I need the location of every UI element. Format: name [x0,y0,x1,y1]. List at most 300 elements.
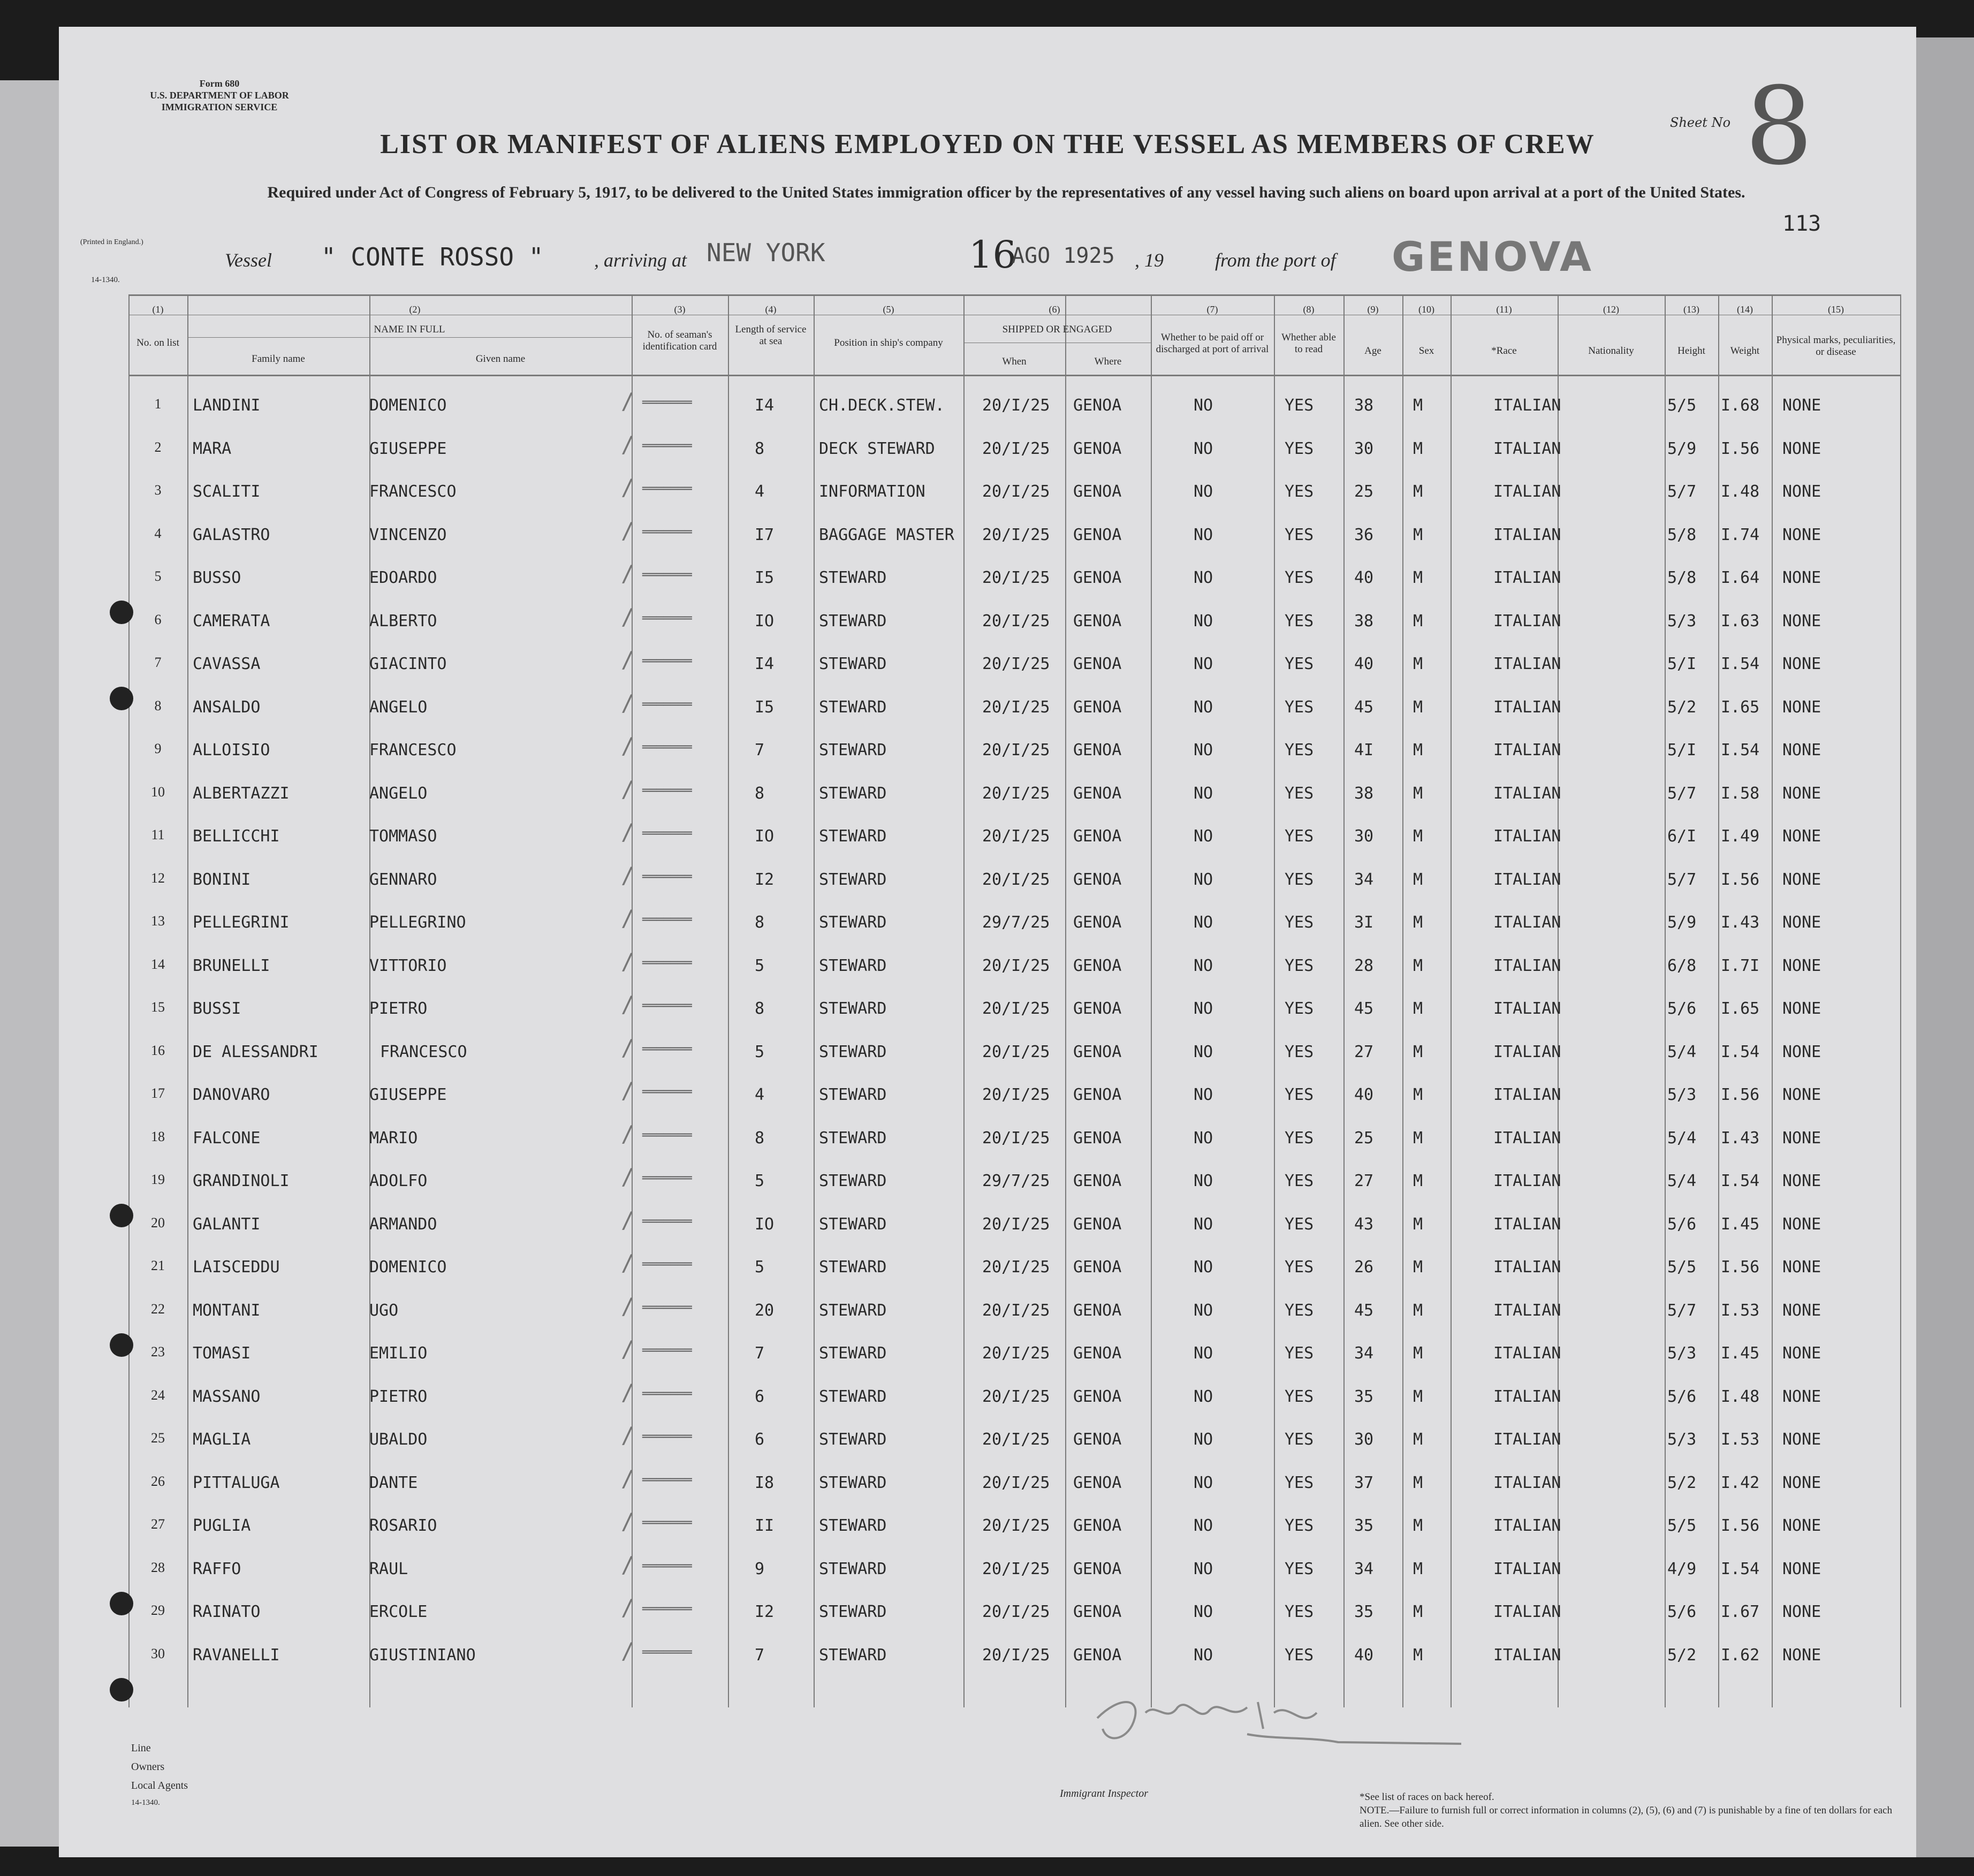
cell-paid: NO [1194,1516,1213,1535]
from-port-label: from the port of [1215,249,1336,271]
cell-position: STEWARD [819,1128,887,1148]
cell-position: STEWARD [819,1430,887,1449]
cell-given: DANTE [369,1473,418,1492]
cell-height: 5/I [1667,655,1697,673]
vessel-line [59,233,1916,281]
cell-when: 20/I/25 [982,1473,1050,1492]
cell-age: 3I [1354,913,1374,932]
cell-sex: M [1413,697,1423,717]
cell-read: YES [1285,1430,1314,1449]
cell-weight: I.49 [1721,827,1760,846]
cell-position: STEWARD [819,1344,887,1363]
id-card-dashes-icon: ═══════ [642,396,692,409]
cell-when: 20/I/25 [982,1042,1050,1061]
sheet-number: 8 [1745,64,1813,189]
cell-height: 5/5 [1667,1516,1697,1535]
table-row [59,733,1916,778]
vessel-label: Vessel [225,249,272,271]
cell-no: 21 [151,1258,165,1273]
table-row [59,1206,1916,1252]
cell-height: 5/7 [1667,482,1697,501]
table-row [59,1508,1916,1554]
cell-height: 5/7 [1667,870,1697,889]
cell-where: GENOA [1073,784,1122,803]
cell-age: 40 [1354,655,1374,673]
cell-read: YES [1285,827,1314,846]
cell-no: 15 [151,999,165,1015]
check-mark-icon: ∕ [621,862,635,888]
column-number: (13) [1683,304,1699,315]
cell-length: 7 [755,741,765,759]
cell-when: 20/I/25 [982,870,1050,889]
cell-when: 20/I/25 [982,1602,1050,1621]
cell-given: MARIO [369,1128,418,1148]
cell-position: STEWARD [819,1516,887,1535]
cell-given: ROSARIO [369,1516,437,1535]
column-header: Length of service at sea [735,324,807,347]
cell-paid: NO [1194,655,1213,673]
cell-family: PITTALUGA [193,1473,280,1492]
cell-where: GENOA [1073,1258,1122,1277]
cell-marks: NONE [1782,482,1821,501]
cell-no: 30 [151,1645,165,1661]
id-card-dashes-icon: ═══════ [642,1344,692,1357]
id-card-dashes-icon: ═══════ [642,1516,692,1530]
cell-marks: NONE [1782,1559,1821,1578]
cell-age: 45 [1354,697,1374,717]
cell-where: GENOA [1073,439,1122,458]
cell-read: YES [1285,525,1314,544]
column-number: (5) [883,304,894,315]
signature-scribble-icon [1087,1681,1472,1750]
table-row [59,603,1916,649]
cell-position: STEWARD [819,784,887,803]
cell-race: ITALIAN [1493,784,1561,803]
cell-length: I5 [755,568,775,587]
cell-sex: M [1413,1559,1423,1578]
cell-paid: NO [1194,956,1213,975]
cell-age: 27 [1354,1042,1374,1061]
penalty-note: NOTE.—Failure to furnish full or correct information in columns (2), (5), (6) and (7) is punishable by a fine of ten dollars for each alien. See other side. [1360,1805,1893,1829]
cell-when: 20/I/25 [982,1430,1050,1449]
cell-where: GENOA [1073,1344,1122,1363]
cell-sex: M [1413,827,1423,846]
id-card-dashes-icon: ═══════ [642,827,692,840]
cell-when: 20/I/25 [982,1085,1050,1104]
cell-sex: M [1413,913,1423,932]
check-mark-icon: ∕ [621,1551,635,1578]
column-number: (3) [674,304,686,315]
cell-paid: NO [1194,1258,1213,1277]
sheet-number-label: Sheet No [1670,115,1731,130]
cell-race: ITALIAN [1493,1085,1561,1104]
check-mark-icon: ∕ [621,474,635,500]
cell-weight: I.48 [1721,482,1760,501]
check-mark-icon: ∕ [621,1250,635,1276]
cell-paid: NO [1194,1645,1213,1665]
table-row [59,1077,1916,1123]
cell-where: GENOA [1073,1387,1122,1406]
cell-paid: NO [1194,1602,1213,1621]
cell-position: STEWARD [819,1085,887,1104]
cell-length: IO [755,827,775,846]
cell-weight: I.63 [1721,611,1760,631]
cell-race: ITALIAN [1493,1128,1561,1148]
cell-where: GENOA [1073,1473,1122,1492]
cell-weight: I.54 [1721,741,1760,759]
cell-read: YES [1285,1128,1314,1148]
cell-weight: I.42 [1721,1473,1760,1492]
cell-when: 20/I/25 [982,439,1050,458]
cell-sex: M [1413,396,1423,415]
cell-height: 5/3 [1667,611,1697,631]
id-card-dashes-icon: ═══════ [642,956,692,970]
service-name: IMMIGRATION SERVICE [161,102,278,112]
cell-marks: NONE [1782,525,1821,544]
cell-height: 5/6 [1667,1214,1697,1234]
footer-line-label: Line [131,1742,151,1754]
cell-family: CAMERATA [193,611,270,631]
cell-height: 5/6 [1667,1602,1697,1621]
id-card-dashes-icon: ═══════ [642,1387,692,1401]
cell-weight: I.54 [1721,1559,1760,1578]
check-mark-icon: ∕ [621,1422,635,1448]
cell-sex: M [1413,870,1423,889]
cell-read: YES [1285,1559,1314,1578]
table-row [59,1034,1916,1080]
cell-length: 5 [755,956,765,975]
cell-age: 43 [1354,1214,1374,1234]
cell-family: BONINI [193,870,251,889]
cell-when: 20/I/25 [982,568,1050,587]
cell-family: RAVANELLI [193,1645,280,1665]
cell-position: STEWARD [819,1602,887,1621]
id-card-dashes-icon: ═══════ [642,784,692,798]
cell-given: ANGELO [369,784,428,803]
column-header: When [1002,356,1027,367]
cell-read: YES [1285,1042,1314,1061]
cell-no: 3 [154,482,162,498]
column-header: Age [1364,345,1381,356]
cell-weight: I.56 [1721,870,1760,889]
cell-family: ALLOISIO [193,741,270,759]
cell-age: 40 [1354,1085,1374,1104]
cell-no: 7 [154,655,162,670]
cell-race: ITALIAN [1493,1172,1561,1190]
cell-read: YES [1285,697,1314,717]
check-mark-icon: ∕ [621,733,635,759]
check-mark-icon: ∕ [621,819,635,845]
cell-paid: NO [1194,1085,1213,1104]
cell-where: GENOA [1073,1214,1122,1234]
cell-height: 5/5 [1667,1258,1697,1277]
cell-marks: NONE [1782,956,1821,975]
column-header: Sex [1418,345,1434,356]
cell-family: ALBERTAZZI [193,784,290,803]
cell-read: YES [1285,956,1314,975]
cell-age: 35 [1354,1516,1374,1535]
column-number: (15) [1828,304,1844,315]
cell-height: 5/5 [1667,396,1697,415]
cell-read: YES [1285,439,1314,458]
cell-family: MAGLIA [193,1430,251,1449]
cell-when: 29/7/25 [982,913,1050,932]
cell-where: GENOA [1073,741,1122,759]
cell-given: TOMMASO [369,827,437,846]
cell-read: YES [1285,1602,1314,1621]
id-card-dashes-icon: ═══════ [642,525,692,539]
cell-race: ITALIAN [1493,1645,1561,1665]
cell-given: UBALDO [369,1430,428,1449]
cell-marks: NONE [1782,1387,1821,1406]
cell-height: 5/2 [1667,1473,1697,1492]
cell-where: GENOA [1073,913,1122,932]
cell-length: I8 [755,1473,775,1492]
check-mark-icon: ∕ [621,905,635,931]
cell-when: 20/I/25 [982,611,1050,631]
cell-position: STEWARD [819,1387,887,1406]
table-row [59,388,1916,434]
cell-sex: M [1413,1085,1423,1104]
cell-age: 28 [1354,956,1374,975]
cell-height: 5/4 [1667,1042,1697,1061]
cell-where: GENOA [1073,1645,1122,1665]
column-header: Physical marks, peculiarities, or disease [1776,335,1896,358]
cell-length: 5 [755,1042,765,1061]
id-card-dashes-icon: ═══════ [642,1602,692,1616]
cell-given: PELLEGRINO [369,913,466,932]
cell-paid: NO [1194,697,1213,717]
column-header: No. of seaman's identification card [642,329,717,352]
cell-given: DOMENICO [369,396,447,415]
cell-height: 5/3 [1667,1430,1697,1449]
cell-height: 5/9 [1667,913,1697,932]
cell-sex: M [1413,999,1423,1018]
check-mark-icon: ∕ [621,1077,635,1104]
check-mark-icon: ∕ [621,1465,635,1492]
cell-weight: I.54 [1721,1042,1760,1061]
cell-when: 20/I/25 [982,1516,1050,1535]
cell-paid: NO [1194,1473,1213,1492]
cell-race: ITALIAN [1493,870,1561,889]
cell-marks: NONE [1782,1344,1821,1363]
column-header: Whether to be paid off or discharged at port of arrival [1156,332,1269,355]
table-row [59,474,1916,520]
cell-height: 5/8 [1667,525,1697,544]
cell-length: 8 [755,784,765,803]
cell-age: 30 [1354,827,1374,846]
cell-paid: NO [1194,1301,1213,1320]
cell-length: 8 [755,1128,765,1148]
cell-no: 2 [154,439,162,455]
cell-no: 28 [151,1559,165,1575]
cell-marks: NONE [1782,1645,1821,1665]
cell-no: 14 [151,956,165,972]
year-label: , 19 [1135,249,1164,271]
column-number: (1) [152,304,164,315]
cell-sex: M [1413,784,1423,803]
id-card-dashes-icon: ═══════ [642,1258,692,1271]
cell-position: STEWARD [819,1042,887,1061]
cell-given: UGO [369,1301,399,1320]
column-number: (12) [1603,304,1619,315]
cell-height: 5/I [1667,741,1697,759]
cell-age: 34 [1354,870,1374,889]
cell-position: STEWARD [819,1559,887,1578]
column-header: Weight [1730,345,1760,356]
column-number: (9) [1367,304,1379,315]
cell-family: FALCONE [193,1128,261,1148]
cell-race: ITALIAN [1493,1559,1561,1578]
cell-age: 4I [1354,741,1374,759]
cell-age: 27 [1354,1172,1374,1190]
cell-weight: I.54 [1721,655,1760,673]
cell-given: FRANCESCO [369,741,457,759]
id-card-dashes-icon: ═══════ [642,913,692,926]
cell-where: GENOA [1073,1128,1122,1148]
arriving-port: NEW YORK [707,238,825,267]
cell-weight: I.53 [1721,1301,1760,1320]
cell-paid: NO [1194,741,1213,759]
cell-sex: M [1413,439,1423,458]
cell-where: GENOA [1073,1602,1122,1621]
cell-race: ITALIAN [1493,525,1561,544]
cell-family: BUSSO [193,568,241,587]
cell-position: CH.DECK.STEW. [819,396,945,415]
table-row [59,1465,1916,1511]
check-mark-icon: ∕ [621,1637,635,1664]
cell-length: I2 [755,1602,775,1621]
cell-family: BELLICCHI [193,827,280,846]
from-port: GENOVA [1392,233,1593,280]
cell-given: GIUSTINIANO [369,1645,476,1665]
cell-no: 9 [154,741,162,756]
cell-age: 40 [1354,568,1374,587]
check-mark-icon: ∕ [621,1120,635,1147]
cell-where: GENOA [1073,1301,1122,1320]
cell-length: 4 [755,482,765,501]
cell-read: YES [1285,870,1314,889]
cell-height: 5/2 [1667,1645,1697,1665]
table-row [59,1293,1916,1339]
cell-weight: I.7I [1721,956,1760,975]
cell-where: GENOA [1073,568,1122,587]
cell-family: RAINATO [193,1602,261,1621]
check-mark-icon: ∕ [621,948,635,975]
footer-notes [1360,1790,1895,1831]
table-row [59,991,1916,1037]
cell-race: ITALIAN [1493,1430,1561,1449]
table-row [59,647,1916,692]
cell-family: BUSSI [193,999,241,1018]
cell-position: STEWARD [819,913,887,932]
cell-age: 25 [1354,1128,1374,1148]
check-mark-icon: ∕ [621,560,635,587]
footer-local-agents-label: Local Agents [131,1780,188,1791]
cell-sex: M [1413,1214,1423,1234]
cell-no: 8 [154,697,162,713]
cell-marks: NONE [1782,827,1821,846]
cell-marks: NONE [1782,1430,1821,1449]
cell-weight: I.48 [1721,1387,1760,1406]
cell-marks: NONE [1782,1473,1821,1492]
cell-length: I7 [755,525,775,544]
cell-weight: I.68 [1721,396,1760,415]
column-header: NAME IN FULL [374,324,445,335]
cell-race: ITALIAN [1493,956,1561,975]
cell-marks: NONE [1782,1516,1821,1535]
cell-no: 18 [151,1128,165,1144]
cell-where: GENOA [1073,655,1122,673]
cell-family: LANDINI [193,396,261,415]
cell-age: 25 [1354,482,1374,501]
column-number: (11) [1496,304,1512,315]
table-row [59,1336,1916,1381]
cell-when: 20/I/25 [982,1645,1050,1665]
cell-marks: NONE [1782,568,1821,587]
cell-paid: NO [1194,1387,1213,1406]
table-row [59,517,1916,563]
cell-weight: I.65 [1721,697,1760,717]
cell-length: IO [755,611,775,631]
cell-when: 20/I/25 [982,827,1050,846]
id-card-dashes-icon: ═══════ [642,482,692,496]
id-card-dashes-icon: ═══════ [642,1559,692,1573]
cell-where: GENOA [1073,482,1122,501]
column-number: (4) [765,304,777,315]
check-mark-icon: ∕ [621,517,635,544]
cell-age: 45 [1354,999,1374,1018]
cell-given: ADOLFO [369,1172,428,1190]
cell-age: 35 [1354,1387,1374,1406]
table-row [59,1120,1916,1166]
cell-race: ITALIAN [1493,1602,1561,1621]
cell-no: 4 [154,525,162,541]
cell-where: GENOA [1073,1172,1122,1190]
cell-position: STEWARD [819,1301,887,1320]
cell-height: 5/8 [1667,568,1697,587]
column-header: SHIPPED OR ENGAGED [1002,324,1112,335]
cell-length: IO [755,1214,775,1234]
cell-where: GENOA [1073,870,1122,889]
cell-weight: I.56 [1721,1516,1760,1535]
cell-paid: NO [1194,870,1213,889]
check-mark-icon: ∕ [621,1336,635,1362]
table-row [59,776,1916,822]
id-card-dashes-icon: ═══════ [642,1214,692,1228]
cell-position: STEWARD [819,1172,887,1190]
cell-given: ERCOLE [369,1602,428,1621]
cell-marks: NONE [1782,439,1821,458]
inspector-signature [1087,1681,1472,1750]
table-row [59,1164,1916,1209]
cell-marks: NONE [1782,697,1821,717]
cell-family: TOMASI [193,1344,251,1363]
check-mark-icon: ∕ [621,689,635,716]
cell-length: I4 [755,396,775,415]
cell-marks: NONE [1782,1085,1821,1104]
cell-age: 38 [1354,784,1374,803]
cell-family: SCALITI [193,482,261,501]
cell-age: 40 [1354,1645,1374,1665]
column-header: Family name [252,353,305,364]
cell-given: ALBERTO [369,611,437,631]
cell-read: YES [1285,741,1314,759]
cell-weight: I.56 [1721,1085,1760,1104]
cell-read: YES [1285,655,1314,673]
cell-paid: NO [1194,999,1213,1018]
cell-weight: I.64 [1721,568,1760,587]
